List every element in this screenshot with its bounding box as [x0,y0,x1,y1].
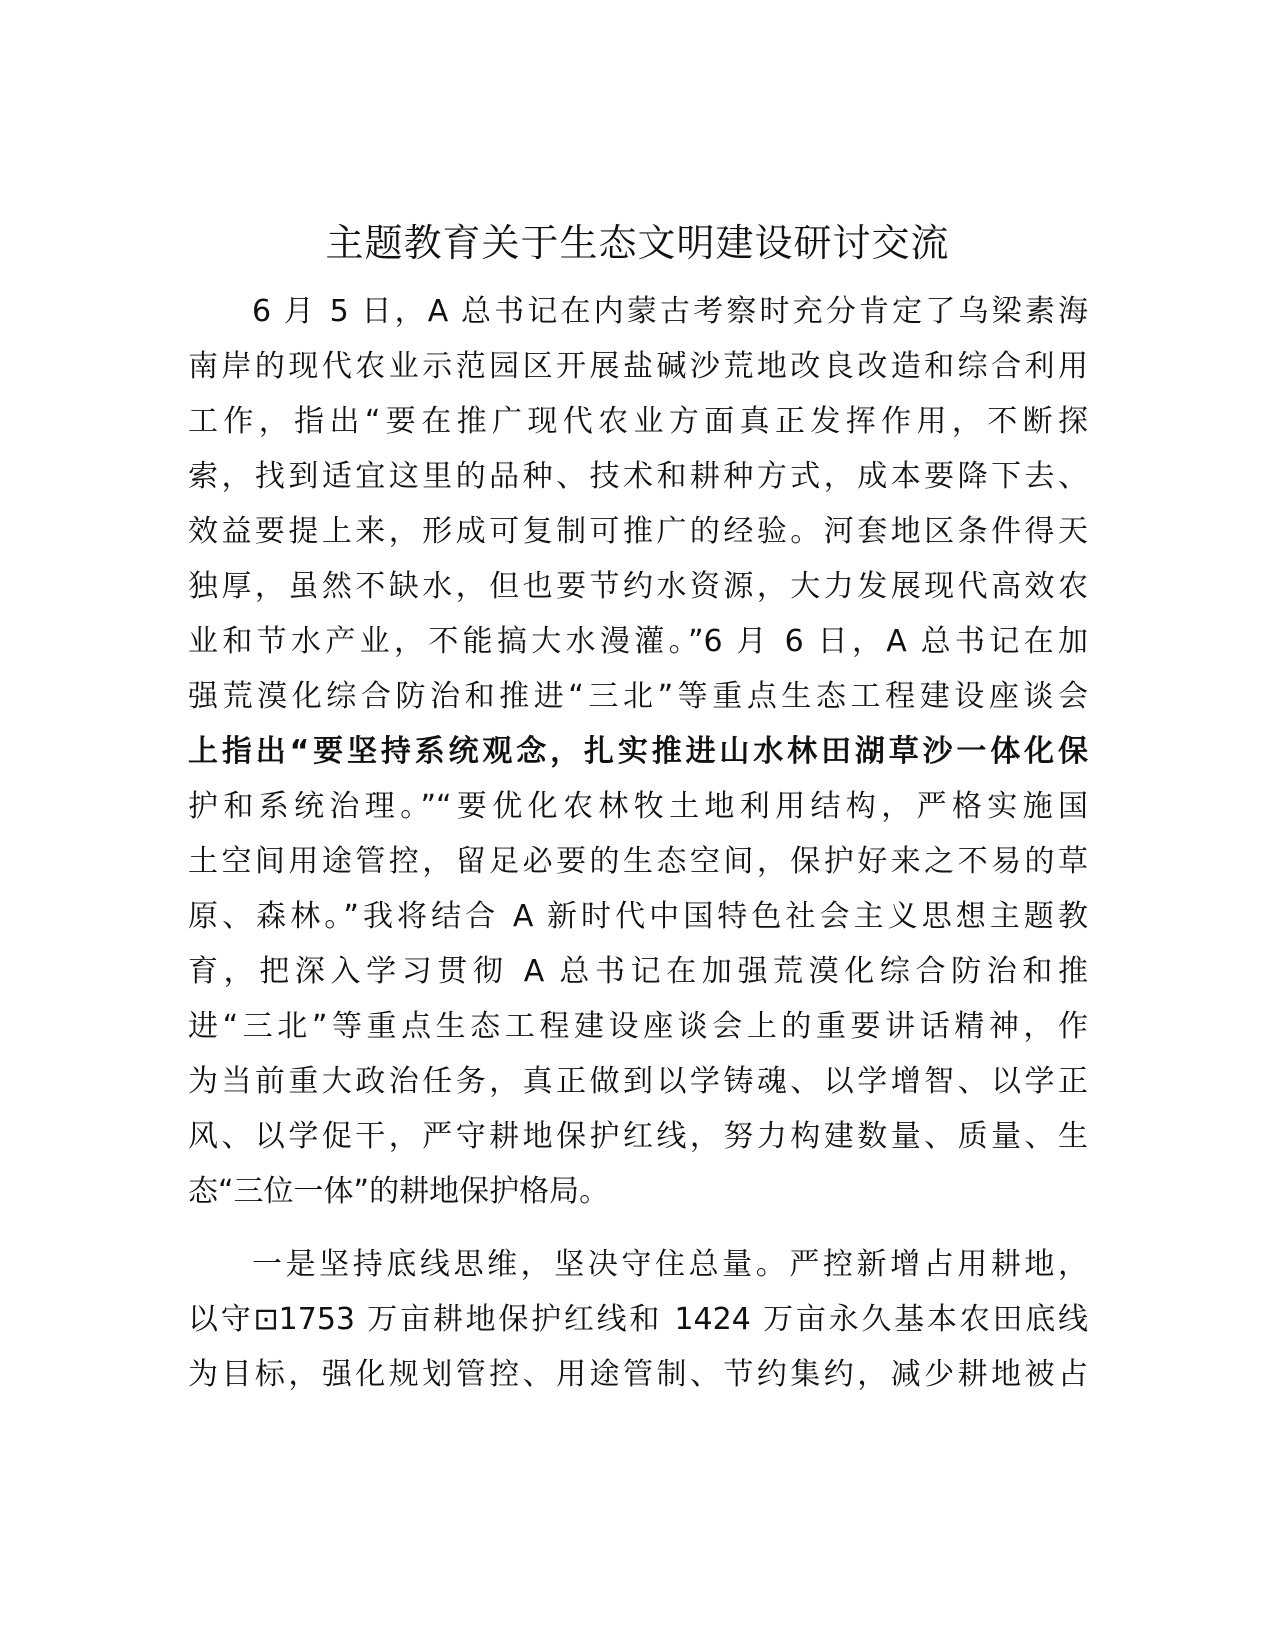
document-title: 主题教育关于生态文明建设研讨交流 [325,221,950,265]
paragraph1-line-11: 土空间用途管控，留足必要的生态空间，保护好来之不易的草 [188,844,1088,879]
paragraph1-line-16: 风、以学促干，严守耕地保护红线，努力构建数量、质量、生 [188,1119,1088,1154]
paragraph1-line-7: 业和节水产业，不能搞大水漫灌。”6 月 6 日，A 总书记在加 [188,624,1088,659]
paragraph1-line-12: 原、森林。”我将结合 A 新时代中国特色社会主义思想主题教 [188,899,1088,934]
paragraph1-line-15: 为当前重大政治任务，真正做到以学铸魂、以学增智、以学正 [188,1064,1088,1099]
paragraph1-line-8: 强荒漠化综合防治和推进“三北”等重点生态工程建设座谈会 [188,679,1088,714]
paragraph1-line-9: 上指出“要坚持系统观念，扎实推进山水林田湖草沙一体化保 [188,734,1088,769]
paragraph1-line-5: 效益要提上来，形成可复制可推广的经验。河套地区条件得天 [188,514,1088,549]
paragraph2-line-2: 以守⊡1753 万亩耕地保护红线和 1424 万亩永久基本农田底线 [188,1302,1088,1337]
paragraph1-line-10: 护和系统治理。”“要优化农林牧土地利用结构，严格实施国 [188,789,1088,824]
paragraph1-line-3: 工作，指出“要在推广现代农业方面真正发挥作用，不断探 [188,404,1088,439]
paragraph1-line-13: 育，把深入学习贯彻 A 总书记在加强荒漠化综合防治和推 [188,954,1088,989]
paragraph1-line-17: 态“三位一体”的耕地保护格局。 [188,1174,610,1209]
paragraph1-line-4: 索，找到适宜这里的品种、技术和耕种方式，成本要降下去、 [188,459,1088,494]
paragraph1-line-2: 南岸的现代农业示范园区开展盐碱沙荒地改良改造和综合利用 [188,349,1088,384]
paragraph2-line-3: 为目标，强化规划管控、用途管制、节约集约，减少耕地被占 [188,1357,1088,1392]
paragraph2-line-1: 一是坚持底线思维，坚决守住总量。严控新增占用耕地， [252,1247,1088,1282]
paragraph1-line-14: 进“三北”等重点生态工程建设座谈会上的重要讲话精神，作 [188,1009,1088,1044]
paragraph1-line-1: 6 月 5 日，A 总书记在内蒙古考察时充分肯定了乌梁素海 [252,294,1088,329]
paragraph1-line-6: 独厚，虽然不缺水，但也要节约水资源，大力发展现代高效农 [188,569,1088,604]
